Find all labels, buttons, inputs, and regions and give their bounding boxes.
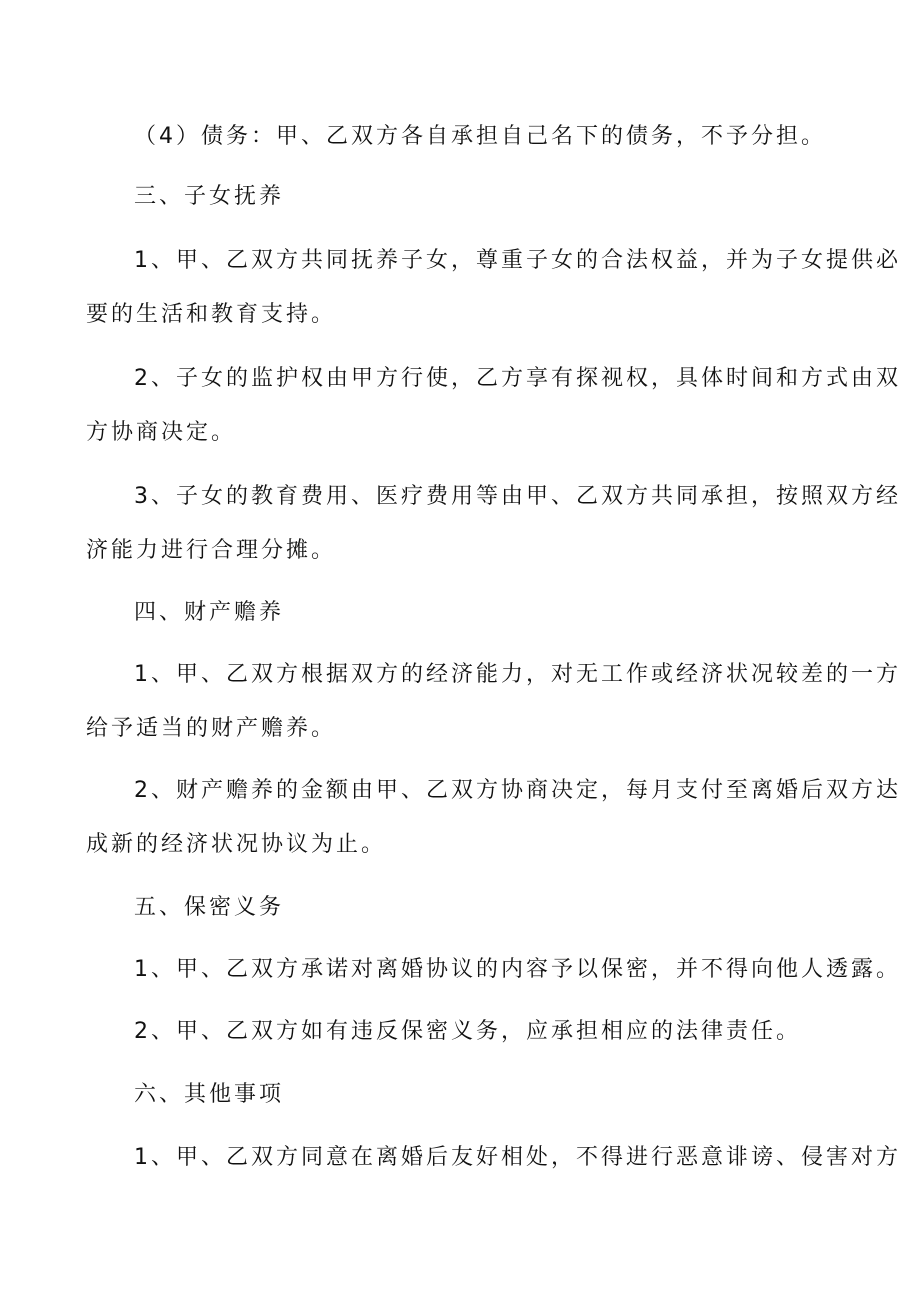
paragraph-property-support-2-line-1: 2、财产赡养的金额由甲、乙双方协商决定，每月支付至离婚后双方达 xyxy=(134,778,901,803)
section-heading-property-support: 四、财产赡养 xyxy=(134,600,285,625)
paragraph-child-support-1-line-2: 要的生活和教育支持。 xyxy=(86,302,337,327)
paragraph-other-matters-1-line-1: 1、甲、乙双方同意在离婚后友好相处，不得进行恶意诽谤、侵害对方 xyxy=(134,1145,901,1170)
paragraph-property-support-2-line-2: 成新的经济状况协议为止。 xyxy=(86,832,387,857)
paragraph-property-support-1-line-1: 1、甲、乙双方根据双方的经济能力，对无工作或经济状况较差的一方 xyxy=(134,662,901,687)
paragraph-child-support-1-line-1: 1、甲、乙双方共同抚养子女，尊重子女的合法权益，并为子女提供必 xyxy=(134,248,901,273)
paragraph-child-support-2-line-1: 2、子女的监护权由甲方行使，乙方享有探视权，具体时间和方式由双 xyxy=(134,366,901,391)
paragraph-child-support-3-line-2: 济能力进行合理分摊。 xyxy=(86,538,337,563)
paragraph-property-support-1-line-2: 给予适当的财产赡养。 xyxy=(86,716,337,741)
paragraph-confidentiality-2: 2、甲、乙双方如有违反保密义务，应承担相应的法律责任。 xyxy=(134,1019,801,1044)
paragraph-child-support-3-line-1: 3、子女的教育费用、医疗费用等由甲、乙双方共同承担，按照双方经 xyxy=(134,484,901,509)
section-heading-child-support: 三、子女抚养 xyxy=(134,184,285,209)
section-heading-other-matters: 六、其他事项 xyxy=(134,1082,285,1107)
paragraph-confidentiality-1: 1、甲、乙双方承诺对离婚协议的内容予以保密，并不得向他人透露。 xyxy=(134,957,901,982)
paragraph-child-support-2-line-2: 方协商决定。 xyxy=(86,420,237,445)
section-heading-confidentiality: 五、保密义务 xyxy=(134,895,285,920)
paragraph-debt-clause: （4）债务：甲、乙双方各自承担自己名下的债务，不予分担。 xyxy=(134,124,826,149)
